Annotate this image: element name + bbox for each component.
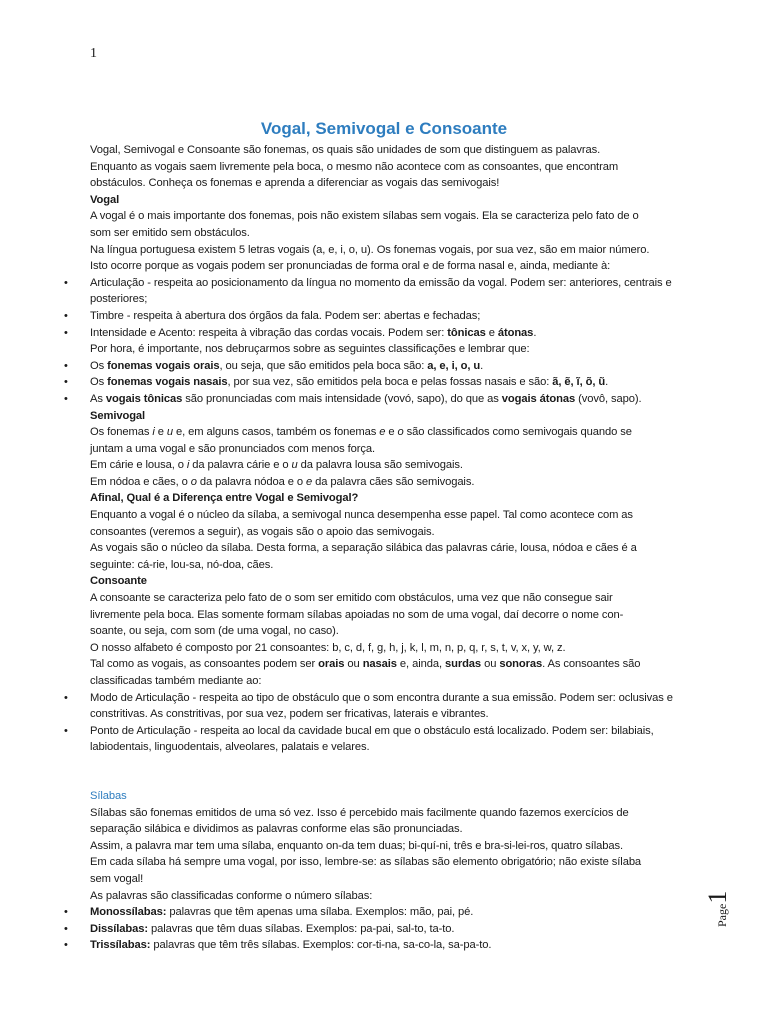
section-heading-afinal: Afinal, Qual é a Diferença entre Vogal e Semivogal? bbox=[90, 492, 359, 505]
bullet-icon: • bbox=[64, 359, 68, 372]
afinal-line: consoantes (veremos a seguir), as vogais são o apoio das semivogais. bbox=[90, 525, 435, 538]
afinal-line: As vogais são o núcleo da sílaba. Desta forma, a separação silábica das palavras cárie, lousa, nódoa e cães é a bbox=[90, 542, 637, 555]
bullet-icon: • bbox=[64, 376, 68, 389]
emphasis: átonas bbox=[497, 326, 534, 339]
list-item-text: Timbre - respeita à abertura dos órgãos da fala. Podem ser: abertas e fechadas; bbox=[90, 309, 481, 322]
section-heading-vogal: Vogal bbox=[90, 193, 120, 206]
consoante-line: livremente pela boca. Elas somente formam sílabas apoiadas no som de uma vogal, daí decorre o nome con- bbox=[90, 608, 624, 621]
list-item-text: Intensidade e Acento: respeita à vibração das cordas vocais. Podem ser: bbox=[90, 326, 448, 339]
list-item bbox=[64, 391, 688, 408]
silabas-line: Assim, a palavra mar tem uma sílaba, enquanto on-da tem duas; bi-quí-ni, três e bra-si-lei-ros, quatro sílabas. bbox=[90, 839, 623, 852]
vogal-bullet-list bbox=[64, 275, 688, 408]
afinal-line: seguinte: cá-rie, lou-sa, nó-doa, cães. bbox=[90, 558, 274, 571]
list-item-text: As bbox=[90, 392, 106, 405]
list-item-text: palavras que têm duas sílabas. Exemplos: pa-pai, sal-to, ta-to. bbox=[147, 922, 455, 935]
list-item bbox=[64, 358, 688, 375]
afinal-line: Enquanto a vogal é o núcleo da sílaba, a semivogal nunca desempenha esse papel. Tal como acontece com as bbox=[90, 509, 633, 522]
emphasis: vogais tônicas bbox=[105, 392, 183, 405]
bullet-icon: • bbox=[64, 906, 68, 919]
semivogal-line: Em cárie e lousa, o i da palavra cárie e o u da palavra lousa são semivogais. bbox=[90, 459, 463, 472]
silabas-line: sem vogal! bbox=[90, 872, 144, 885]
bullet-icon: • bbox=[64, 939, 68, 952]
term: Dissílabas: bbox=[90, 922, 148, 935]
vogal-line: A vogal é o mais importante dos fonemas, pois não existem sílabas sem vogais. Ela se caracteriza pelo fato de o bbox=[90, 210, 639, 223]
emphasis: a, e, i, o, u bbox=[427, 359, 481, 372]
vogal-line: Isto ocorre porque as vogais podem ser pronunciadas de forma oral e de forma nasal e, ainda, mediante à: bbox=[90, 260, 611, 273]
list-item bbox=[64, 921, 688, 938]
consoante-line: soante, ou seja, com som (de uma vogal, no caso). bbox=[90, 625, 339, 638]
emphasis: ã, ẽ, ĩ, õ, ũ bbox=[552, 376, 606, 389]
bullet-icon: • bbox=[64, 392, 68, 405]
bullet-icon: • bbox=[64, 326, 68, 339]
list-item-text: (vovô, sapo). bbox=[575, 392, 642, 405]
list-item-text: . bbox=[605, 376, 609, 389]
list-item bbox=[64, 723, 688, 756]
section-spacer bbox=[90, 756, 688, 788]
list-item-text: . bbox=[480, 359, 484, 372]
list-item bbox=[64, 904, 688, 921]
list-item-text: são pronunciadas com mais intensidade (vovó, sapo), do que as bbox=[182, 392, 502, 405]
bullet-icon: • bbox=[64, 309, 68, 322]
bullet-icon: • bbox=[64, 276, 68, 289]
list-item bbox=[64, 275, 688, 308]
list-item-text: Os bbox=[90, 376, 108, 389]
list-item-text: Modo de Articulação - respeita ao tipo de obstáculo que o som encontra durante a sua emissão. Podem ser: oclusivas e constritivas. As constritivas, por sua vez, podem ser fricativas, laterais e vibrantes. bbox=[90, 691, 673, 721]
intro-line: Vogal, Semivogal e Consoante são fonemas, os quais são unidades de som que distinguem as palavras. bbox=[90, 144, 601, 156]
list-item-text: . bbox=[533, 326, 537, 339]
bullet-icon: • bbox=[64, 724, 68, 737]
consoante-line: classificadas também mediante ao: bbox=[90, 675, 262, 687]
list-item-text: Articulação - respeita ao posicionamento da língua no momento da emissão da vogal. Podem ser: anteriores, centrais e posteriores; bbox=[90, 276, 672, 306]
list-item-text: Por hora, é importante, nos debruçarmos sobre as seguintes classificações e lembrar que: bbox=[90, 343, 530, 356]
consoante-bullet-list bbox=[64, 690, 688, 756]
silabas-line: Sílabas são fonemas emitidos de uma só vez. Isso é percebido mais facilmente quando fazemos exercícios de bbox=[90, 806, 629, 819]
section-heading-semivogal: Semivogal bbox=[90, 409, 146, 422]
silabas-line: As palavras são classificadas conforme o número sílabas: bbox=[90, 889, 373, 902]
header-page-number: 1 bbox=[90, 46, 97, 61]
silabas-line: Em cada sílaba há sempre uma vogal, por isso, lembre-se: as sílabas são elemento obrigatório; não existe sílaba bbox=[90, 856, 642, 869]
vogal-line: Na língua portuguesa existem 5 letras vogais (a, e, i, o, u). Os fonemas vogais, por sua vez, são em maior número. bbox=[90, 243, 650, 256]
list-item-text: , ou seja, que são emitidos pela boca são: bbox=[219, 359, 428, 372]
section-heading-consoante: Consoante bbox=[90, 575, 147, 588]
document-title: Vogal, Semivogal e Consoante bbox=[260, 119, 508, 138]
emphasis: fonemas vogais nasais bbox=[107, 376, 228, 389]
list-item-text: palavras que têm apenas uma sílaba. Exemplos: mão, pai, pé. bbox=[166, 906, 474, 919]
consoante-line: Tal como as vogais, as consoantes podem ser orais ou nasais e, ainda, surdas ou sonoras. As consoantes são bbox=[90, 658, 641, 671]
list-item-text: Os bbox=[90, 359, 108, 372]
silabas-line: separação silábica e dividimos as palavras conforme elas são pronunciadas. bbox=[90, 823, 463, 836]
section-heading-silabas: Sílabas bbox=[90, 789, 127, 802]
bullet-icon: • bbox=[64, 691, 68, 704]
term: Monossílabas: bbox=[90, 906, 167, 919]
consoante-line: A consoante se caracteriza pelo fato de o som ser emitido com obstáculos, uma vez que não consegue sair bbox=[90, 592, 613, 605]
list-item bbox=[64, 690, 688, 723]
list-item-text: palavras que têm três sílabas. Exemplos: cor-ti-na, sa-co-la, sa-pa-to. bbox=[150, 939, 492, 952]
list-item-text: Ponto de Articulação - respeita ao local da cavidade bucal em que o obstáculo está localizado. Podem ser: bilabiais, labiodentais, linguodentais, alveolares, palatais e velares. bbox=[90, 724, 654, 754]
semivogal-line: juntam a uma vogal e são pronunciados com menos força. bbox=[90, 442, 376, 455]
vogal-line: som ser emitido sem obstáculos. bbox=[90, 226, 250, 239]
silabas-bullet-list bbox=[64, 904, 688, 954]
semivogal-line: Em nódoa e cães, o o da palavra nódoa e o e da palavra cães são semivogais. bbox=[90, 475, 475, 488]
footer-page-indicator bbox=[703, 887, 753, 927]
semivogal-line: Os fonemas i e u e, em alguns casos, também os fonemas e e o são classificados como semivogais quando se bbox=[90, 426, 632, 439]
list-item bbox=[64, 308, 688, 325]
list-item bbox=[64, 325, 688, 358]
bullet-icon: • bbox=[64, 922, 68, 935]
emphasis: fonemas vogais orais bbox=[107, 359, 220, 372]
list-item bbox=[64, 937, 688, 954]
consoante-line: O nosso alfabeto é composto por 21 consoantes: b, c, d, f, g, h, j, k, l, m, n, p, q, r, s, t, v, x, y, w, z. bbox=[90, 641, 566, 654]
emphasis: tônicas bbox=[447, 326, 486, 339]
intro-line: obstáculos. Conheça os fonemas e aprenda a diferenciar as vogais das semivogais! bbox=[90, 177, 500, 190]
list-item-text: , por sua vez, são emitidos pela boca e pelas fossas nasais e são: bbox=[227, 376, 553, 389]
list-item-text: e bbox=[485, 326, 498, 339]
intro-line: Enquanto as vogais saem livremente pela boca, o mesmo não acontece com as consoantes, que encontram bbox=[90, 160, 619, 173]
emphasis: vogais átonas bbox=[501, 392, 576, 405]
footer-page-label: Page bbox=[715, 903, 729, 927]
term: Trissílabas: bbox=[90, 939, 151, 952]
list-item bbox=[64, 374, 688, 391]
document-body bbox=[64, 142, 688, 954]
footer-page-number: 1 bbox=[703, 890, 732, 904]
